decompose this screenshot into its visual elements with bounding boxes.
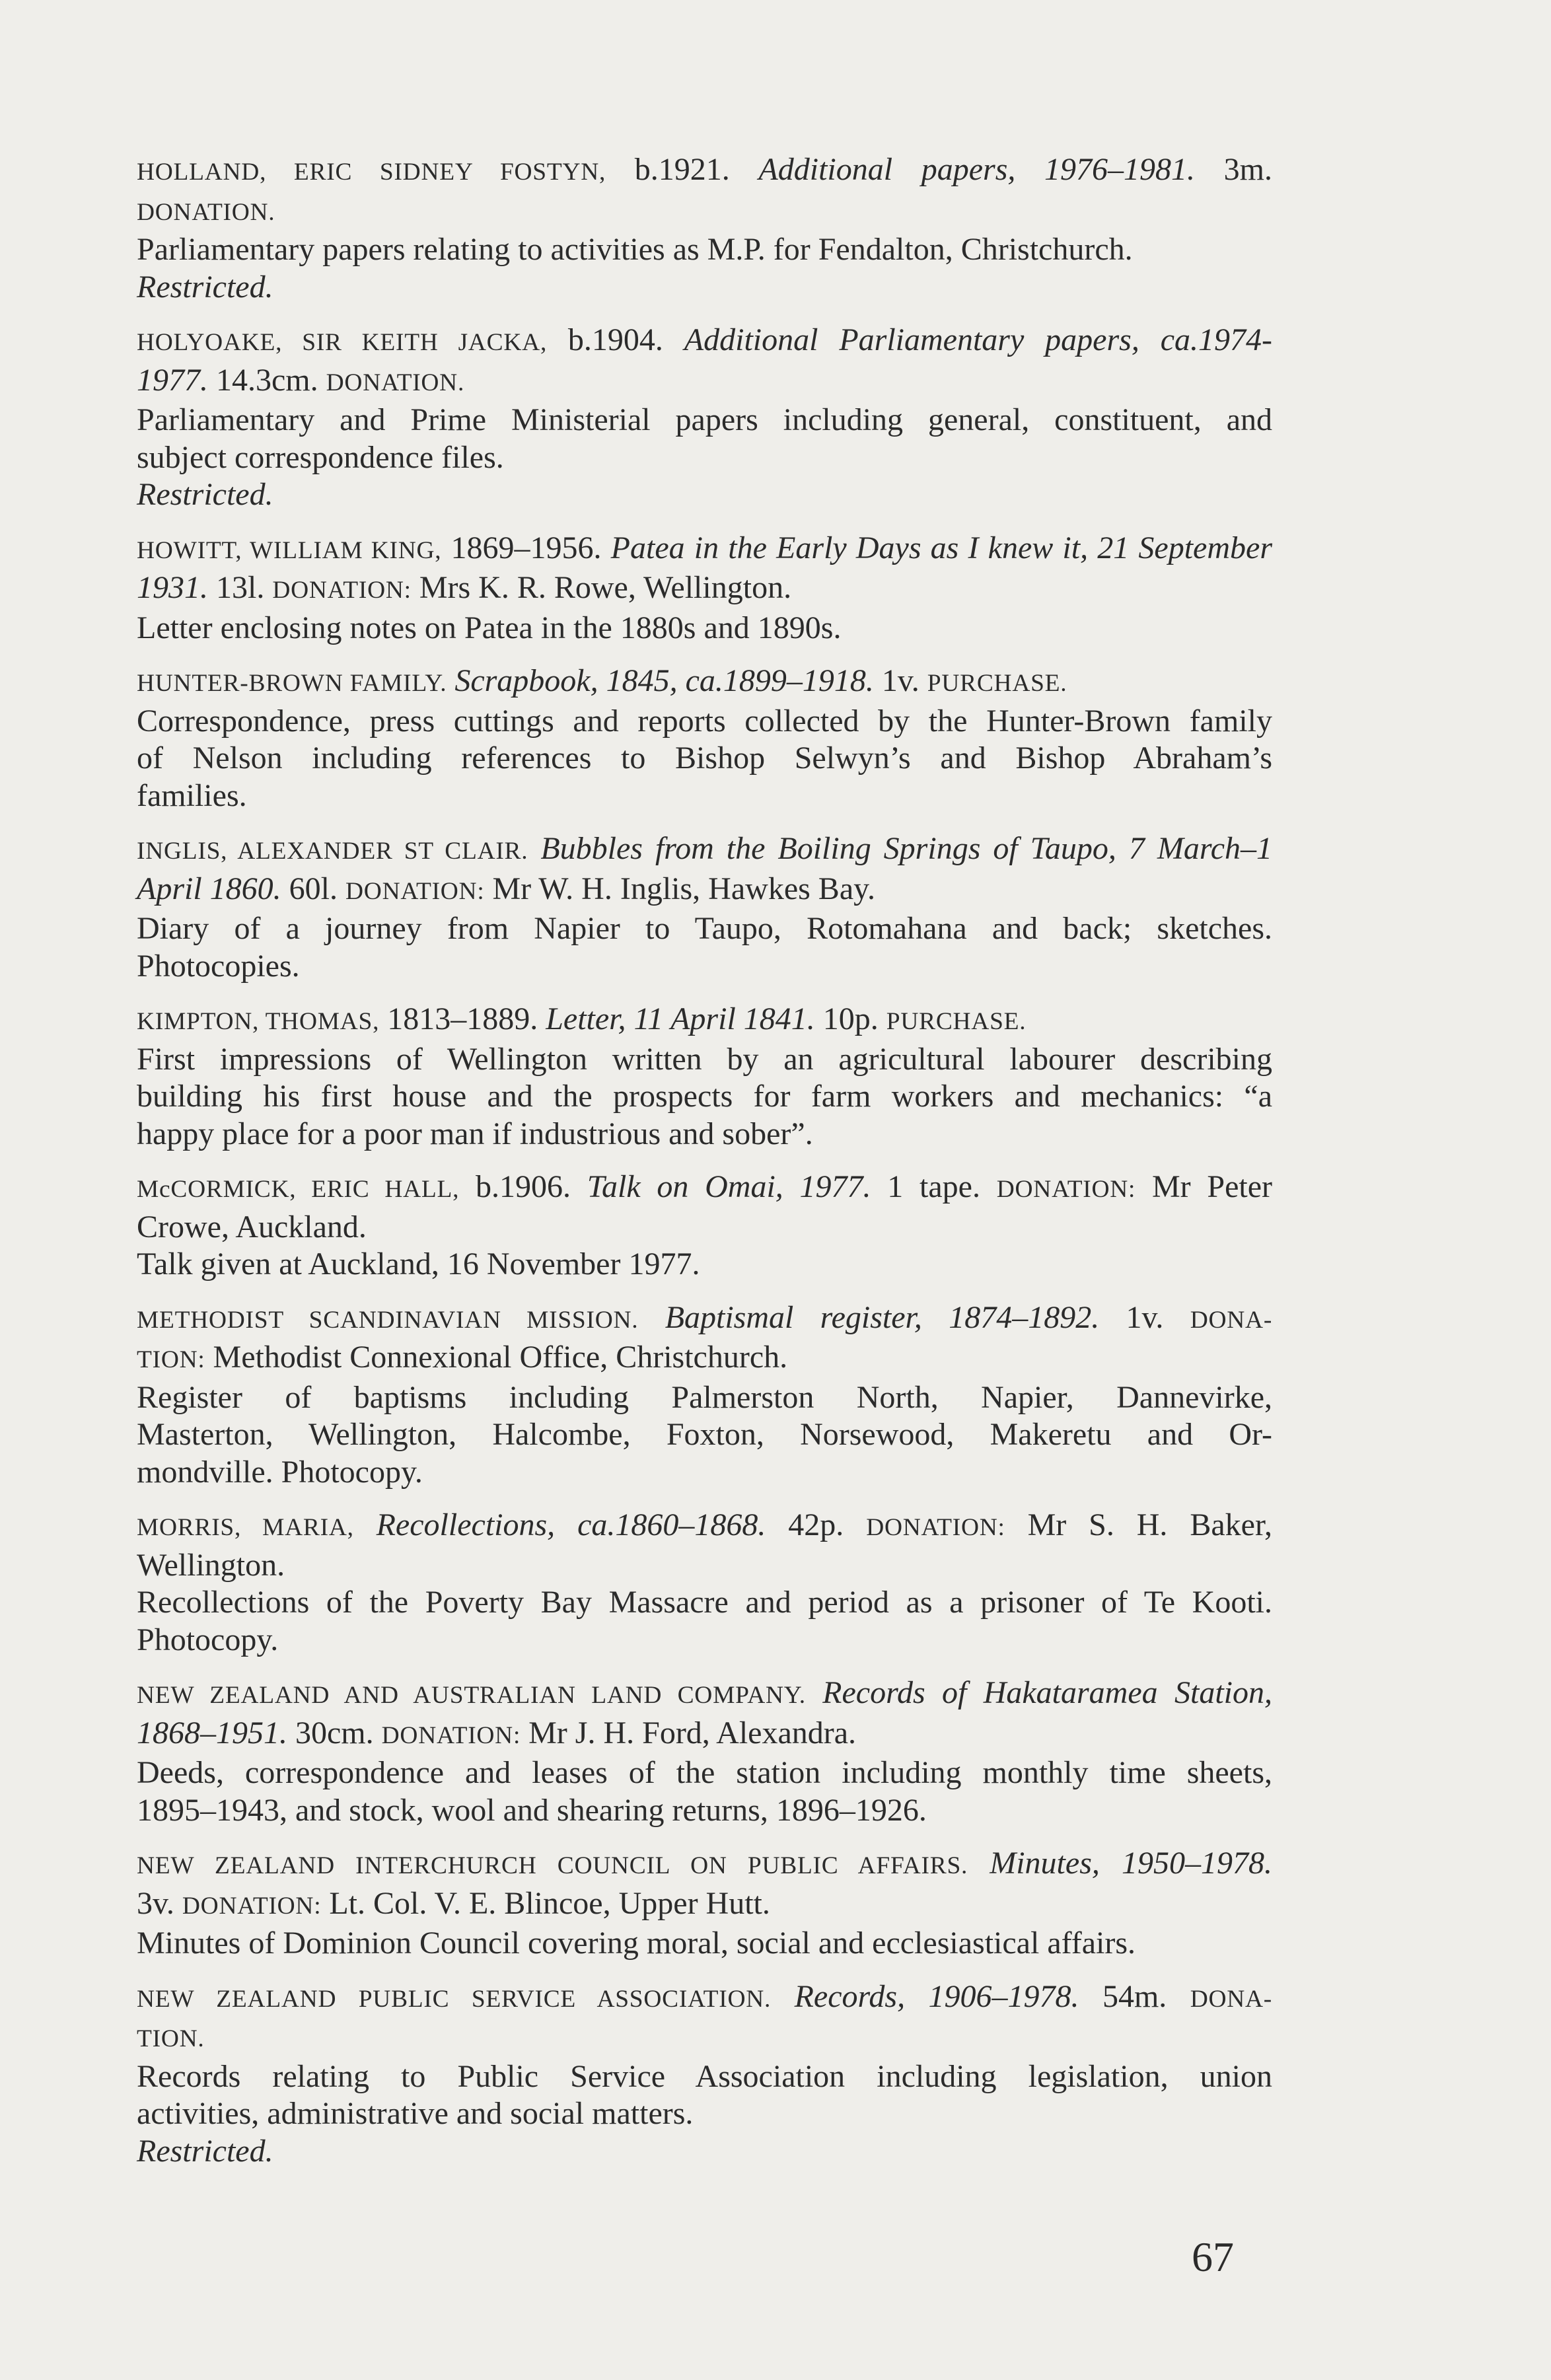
description-line: Parliamentary and Prime Ministerial papers including general, constituent, and [137,402,1272,437]
description-line: happy place for a poor man if industrious and sober”. [137,1116,813,1151]
heading-line [137,1169,1272,1209]
heading-roman: 54m. [1102,1978,1167,2014]
heading-italic: Records of Hakataramea Station, [822,1675,1272,1710]
entry-heading [137,1978,1272,2058]
entry-heading [137,1001,1272,1041]
heading-roman: 1 tape. [887,1169,980,1204]
heading-italic: 1931. [137,570,208,605]
entry-heading [137,1507,1272,1584]
entry-description [137,402,1272,476]
heading-roman: 13l. [216,570,265,605]
heading-smallcaps: DONATION: [996,1176,1136,1203]
heading-smallcaps: INGLIS, ALEXANDER ST CLAIR. [137,838,528,865]
heading-smallcaps: DONATION: [866,1514,1005,1541]
catalogue-entry [137,1507,1272,1659]
heading-italic: 1977. [137,362,208,398]
catalogue-entry [137,663,1272,814]
heading-italic: Records, 1906–1978. [794,1978,1079,2014]
heading-roman: 30cm. [295,1715,374,1750]
heading-line [137,1507,1272,1547]
description-line: Register of baptisms including Palmerston North, Napier, Dannevirke, [137,1379,1272,1415]
description-line: Letter enclosing notes on Patea in the 1880s and 1890s. [137,610,842,645]
entry-description [137,1246,1272,1283]
heading-line [137,530,1272,570]
description-line: First impressions of Wellington written by an agricultural labourer describing [137,1041,1272,1077]
heading-roman: Mr S. H. Baker, [1027,1507,1273,1542]
description-line: Photocopies. [137,948,300,984]
description-line: Masterton, Wellington, Halcombe, Foxton, Norsewood, Makeretu and Or- [137,1417,1272,1452]
description-line: of Nelson including references to Bishop Selwyn’s and Bishop Abraham’s [137,740,1272,775]
catalogue-entry [137,322,1272,514]
entry-description [137,231,1272,269]
entry-heading [137,663,1272,703]
entry-heading [137,830,1272,910]
heading-line [137,1299,1272,1340]
entry-heading [137,530,1272,610]
heading-roman: 1v. [881,663,920,698]
heading-roman: 1v. [1126,1299,1164,1335]
heading-roman: b.1906. [475,1169,571,1204]
heading-line [137,1209,1272,1246]
heading-line [137,1978,1272,2019]
entry-description [137,2058,1272,2133]
description-line: Photocopy. [137,1622,279,1657]
heading-roman: 3v. [137,1885,174,1921]
heading-line [137,871,1272,911]
heading-roman: Mrs K. R. Rowe, Wellington. [419,570,792,605]
heading-italic: April 1860. [137,871,281,906]
entry-heading [137,151,1272,231]
heading-roman: 3m. [1223,152,1272,187]
entry-description [137,703,1272,815]
heading-line [137,1675,1272,1715]
heading-smallcaps: PURCHASE. [927,670,1067,697]
description-line: Diary of a journey from Napier to Taupo, Rotomahana and back; sketches. [137,911,1272,946]
heading-roman: 1813–1889. [387,1001,538,1036]
heading-line [137,1001,1272,1041]
heading-roman: 14.3cm. [216,362,318,398]
description-line: families. [137,777,247,813]
description-line: building his first house and the prospects for farm workers and mechanics: “a [137,1079,1272,1114]
description-line: Records relating to Public Service Association including legislation, union [137,2058,1272,2094]
heading-roman: Lt. Col. V. E. Blincoe, Upper Hutt. [329,1885,770,1921]
heading-smallcaps: DONA- [1190,1985,1273,2013]
heading-smallcaps: NEW ZEALAND INTERCHURCH COUNCIL ON PUBLIC AFFAIRS. [137,1852,968,1879]
heading-italic: Minutes, 1950–1978. [990,1846,1272,1881]
heading-roman: b.1921. [634,152,730,187]
heading-smallcaps: KIMPTON, THOMAS, [137,1008,380,1035]
heading-roman: 60l. [289,871,338,906]
catalogue-entry [137,830,1272,985]
heading-italic: Patea in the Early Days as I knew it, 21 September [610,530,1273,565]
heading-roman: b.1904. [567,322,663,357]
catalogue-entry [137,151,1272,306]
entry-description [137,1041,1272,1153]
entry-description [137,910,1272,985]
entry-description [137,1754,1272,1829]
entry-heading [137,1299,1272,1379]
description-line: Talk given at Auckland, 16 November 1977. [137,1246,700,1281]
catalogue-entry [137,530,1272,647]
entry-heading [137,1169,1272,1246]
heading-smallcaps: McCORMICK, ERIC HALL, [137,1176,460,1203]
heading-smallcaps: HOLLAND, ERIC SIDNEY FOSTYN, [137,159,606,186]
catalogue-entry [137,1001,1272,1153]
description-line: 1895–1943, and stock, wool and shearing returns, 1896–1926. [137,1792,927,1828]
heading-line [137,192,1272,232]
entry-description [137,1925,1272,1963]
heading-italic: Recollections, ca.1860–1868. [376,1507,766,1542]
heading-italic: Scrapbook, 1845, ca.1899–1918. [454,663,874,698]
entry-heading [137,1845,1272,1925]
restriction-note: Restricted. [137,269,273,305]
heading-smallcaps: DONATION. [137,198,275,226]
heading-italic: Baptismal register, 1874–1892. [665,1299,1100,1335]
catalogue-entry [137,1845,1272,1963]
page-number: 67 [1192,2233,1234,2280]
heading-roman: Mr W. H. Inglis, Hawkes Bay. [492,871,875,906]
heading-smallcaps: DONATION: [345,877,485,905]
heading-italic: Additional Parliamentary papers, ca.1974- [684,322,1272,357]
heading-smallcaps: NEW ZEALAND AND AUSTRALIAN LAND COMPANY. [137,1682,806,1709]
heading-smallcaps: METHODIST SCANDINAVIAN MISSION. [137,1306,639,1334]
heading-smallcaps: MORRIS, MARIA, [137,1514,354,1541]
heading-italic: Letter, 11 April 1841. [546,1001,815,1036]
heading-smallcaps: DONATION: [381,1721,521,1749]
entry-heading [137,322,1272,402]
heading-line [137,1715,1272,1755]
heading-roman: 42p. [788,1507,844,1542]
heading-line [137,362,1272,402]
heading-line [137,1885,1272,1926]
heading-line [137,1339,1272,1379]
heading-smallcaps: NEW ZEALAND PUBLIC SERVICE ASSOCIATION. [137,1985,772,2013]
description-line: Correspondence, press cuttings and reports collected by the Hunter-Brown family [137,703,1272,739]
heading-line [137,830,1272,871]
description-line: activities, administrative and social matters. [137,2096,694,2131]
heading-roman: Mr Peter [1151,1169,1273,1204]
description-line: mondville. Photocopy. [137,1454,423,1490]
heading-line [137,569,1272,610]
heading-smallcaps: DONATION: [272,577,412,604]
heading-roman: Methodist Connexional Office, Christchurch. [213,1340,788,1375]
heading-smallcaps: HOLYOAKE, SIR KEITH JACKA, [137,329,548,356]
description-line: Recollections of the Poverty Bay Massacre and period as a prisoner of Te Kooti. [137,1585,1272,1620]
heading-line [137,322,1272,362]
heading-italic: Bubbles from the Boiling Springs of Taupo, 7 March–1 [540,831,1273,866]
catalogue-entry [137,1978,1272,2171]
restriction-note: Restricted. [137,477,273,512]
heading-smallcaps: TION: [137,1346,205,1373]
description-line: Minutes of Dominion Council covering moral, social and ecclesiastical affairs. [137,1926,1136,1961]
entry-heading [137,1675,1272,1754]
heading-line [137,151,1272,192]
heading-italic: Additional papers, 1976–1981. [758,152,1196,187]
heading-italic: Talk on Omai, 1977. [587,1169,871,1204]
heading-line [137,2018,1272,2058]
catalogue-entries [137,151,1272,2186]
entry-description [137,1379,1272,1492]
heading-line [137,1845,1272,1885]
heading-roman: Wellington. [137,1547,285,1583]
heading-roman: Crowe, Auckland. [137,1209,367,1244]
heading-line [137,1547,1272,1585]
heading-smallcaps: PURCHASE. [886,1008,1027,1035]
entry-description [137,610,1272,647]
heading-smallcaps: HOWITT, WILLIAM KING, [137,536,442,564]
heading-smallcaps: DONA- [1190,1306,1273,1334]
heading-roman: 1869–1956. [451,530,602,565]
heading-smallcaps: TION. [137,2025,205,2052]
catalogue-entry [137,1169,1272,1283]
description-line: Parliamentary papers relating to activities as M.P. for Fendalton, Christchurch. [137,232,1133,267]
description-line: subject correspondence files. [137,439,504,475]
heading-smallcaps: DONATION: [182,1892,322,1920]
heading-smallcaps: HUNTER-BROWN FAMILY. [137,670,447,697]
heading-roman: 10p. [822,1001,879,1036]
heading-smallcaps: DONATION. [326,369,465,396]
entry-description [137,1584,1272,1659]
description-line: Deeds, correspondence and leases of the station including monthly time sheets, [137,1755,1272,1790]
heading-roman: Mr J. H. Ford, Alexandra. [528,1715,857,1750]
heading-line [137,663,1272,703]
restriction-note: Restricted. [137,2133,273,2169]
catalogue-entry [137,1675,1272,1829]
catalogue-entry [137,1299,1272,1492]
heading-italic: 1868–1951. [137,1715,287,1750]
